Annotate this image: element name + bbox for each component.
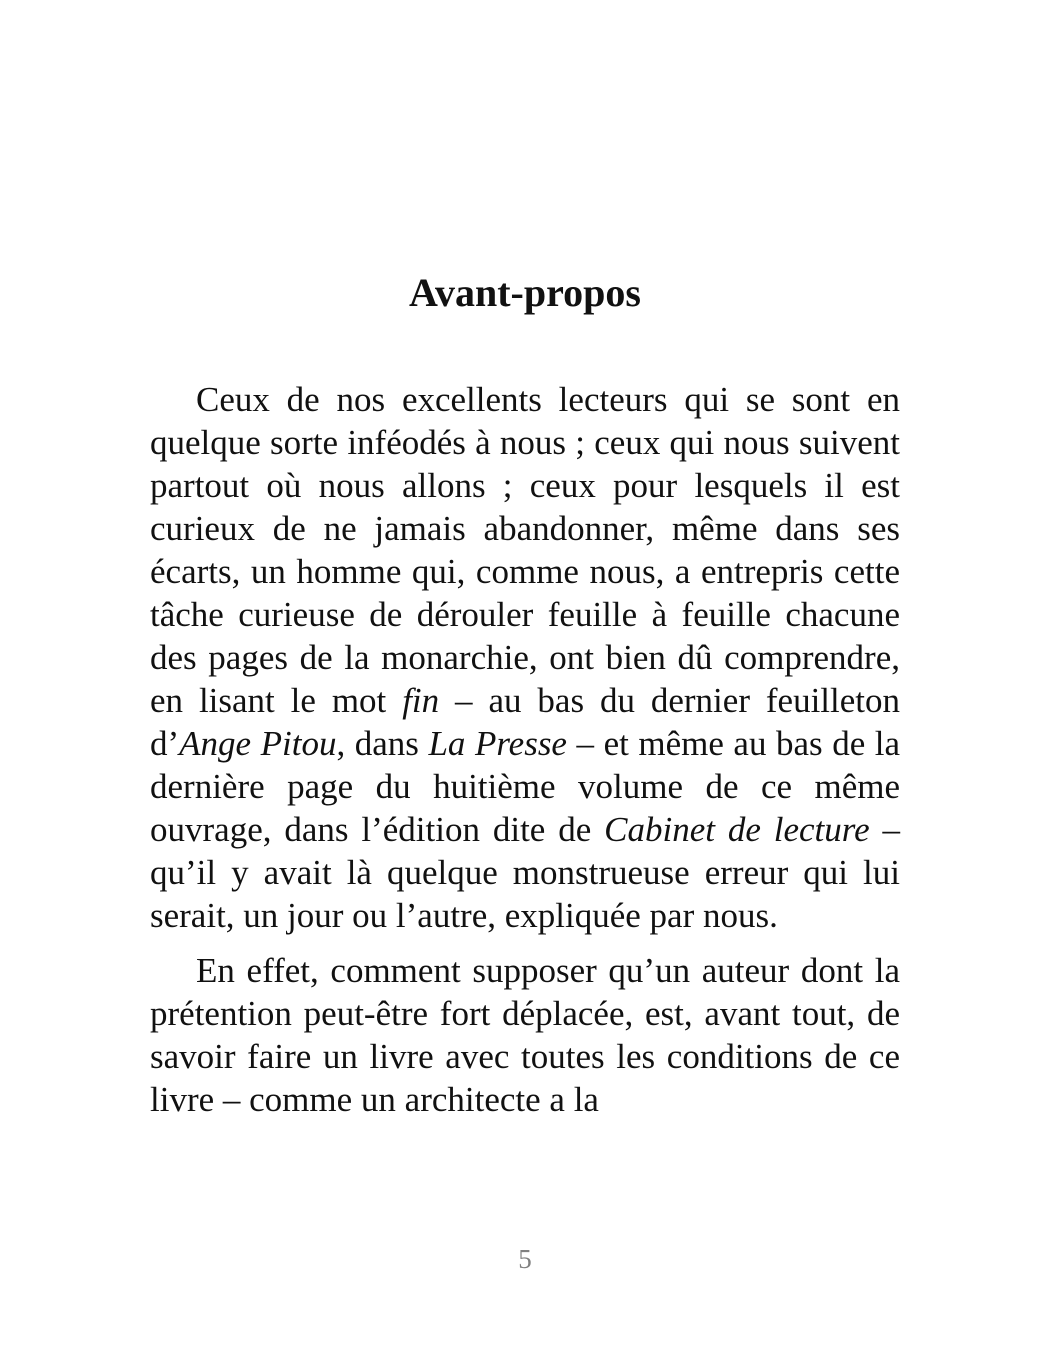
paragraph-2 [150,949,900,1121]
paragraph-1-segment: , dans [336,724,429,763]
page-number: 5 [518,1244,532,1274]
paragraph-2-segment: En effet, comment supposer qu’un auteur dont la prétention peut-être fort déplacée, est, avant tout, de savoir faire un livre avec toutes les conditions de ce livre – comme un architecte a la [150,951,900,1119]
paragraph-1-italic-la-presse: La Presse [428,724,567,763]
chapter-title: Avant-propos [409,270,641,315]
paragraph-1-segment: – qu’il y avait là quelque monstrueuse erreur qui lui serait, un jour ou l’autre, expliquée par nous. [150,810,901,935]
paragraph-1-segment: – au bas du dernier feuilleton d’ [150,681,900,763]
paragraph-1 [150,378,900,937]
paragraph-1-segment: – et même au bas de la dernière page du huitième volume de ce même ouvrage, dans l’édition dite de [150,724,901,849]
paragraph-1-italic-cabinet-de-lecture: Cabinet de lecture [604,810,870,849]
body-text [150,378,900,1133]
paragraph-1-italic-fin: fin [402,681,440,720]
paragraph-1-italic-ange-pitou: Ange Pitou [179,724,337,763]
paragraph-1-segment: Ceux de nos excellents lecteurs qui se sont en quelque sorte inféodés à nous ; ceux qui nous suivent partout où nous allons ; ceux pour lesquels il est curieux de ne jamais abandonner, même dans ses écarts, un homme qui, comme nous, a entrepris cette tâche curieuse de dérouler feuille à feuille chacune des pages de la monarchie, ont bien dû comprendre, en lisant le mot [150,380,900,720]
